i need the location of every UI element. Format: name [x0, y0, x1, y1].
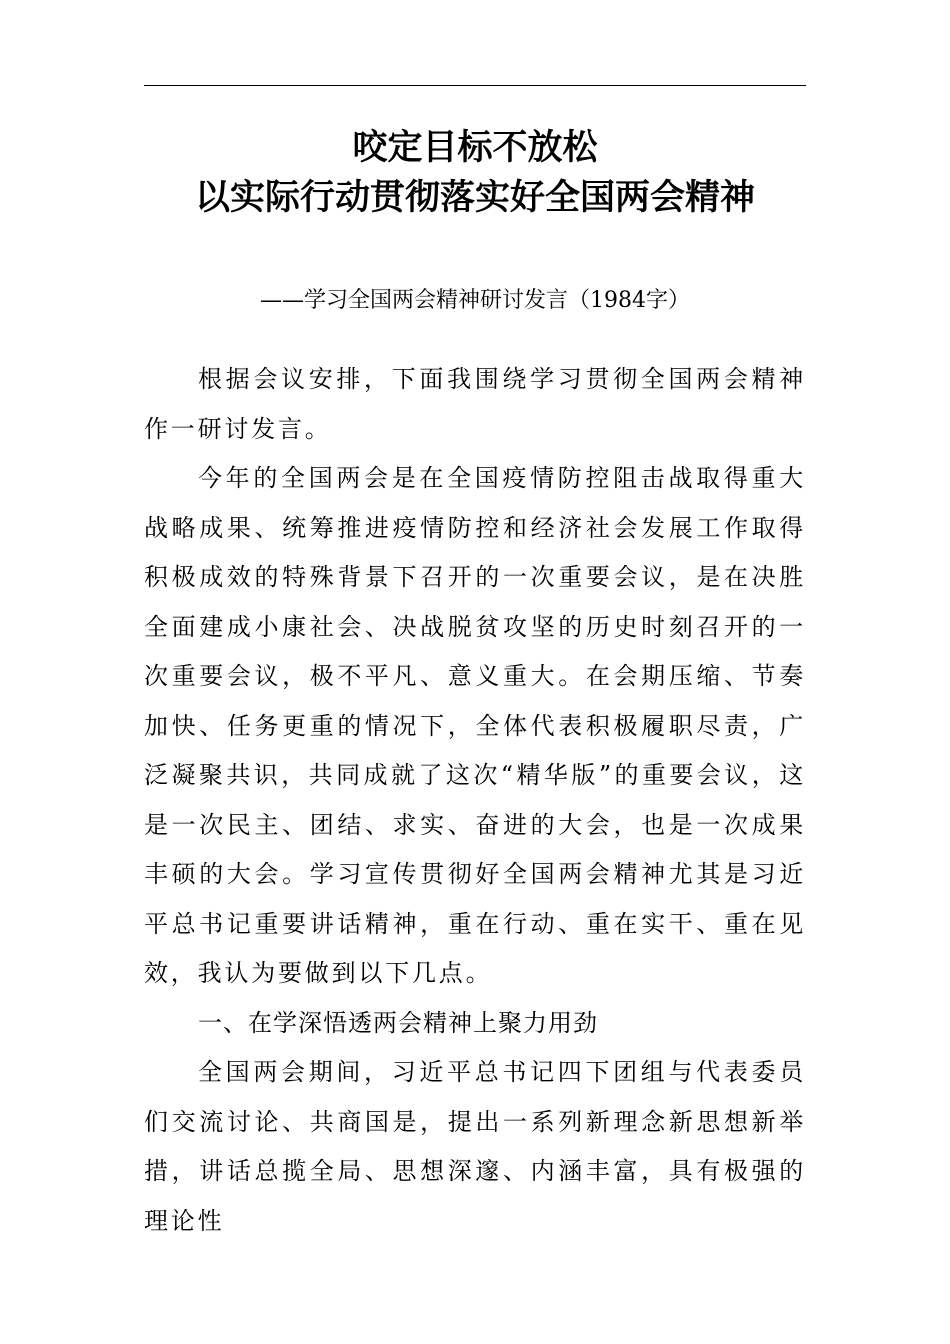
- subtitle: ——学习全国两会精神研讨发言（1984字）: [260, 288, 690, 313]
- body-text: [144, 355, 806, 1246]
- section-heading: 一、在学深悟透两会精神上聚力用劲: [198, 1008, 598, 1037]
- intro-paragraph: 根据会议安排，下面我围绕学习贯彻全国两会精神作一研讨发言。: [144, 365, 806, 443]
- background-paragraph: 今年的全国两会是在全国疫情防控阻击战取得重大战略成果、统筹推进疫情防控和经济社会发展工作取得积极成效的特殊背景下召开的一次重要会议，是在决胜全面建成小康社会、决战脱贫攻坚的历史时刻召开的一次重要会议，极不平凡、意义重大。在会期压缩、节奏加快、任务更重的情况下，全体代表积极履职尽责，广泛凝聚共识，共同成就了这次“精华版”的重要会议，这是一次民主、团结、求实、奋进的大会，也是一次成果丰硕的大会。学习宣传贯彻好全国两会精神尤其是习近平总书记重要讲话精神，重在行动、重在实干、重在见效，我认为要做到以下几点。: [144, 464, 806, 987]
- title-line-2: 以实际行动贯彻落实好全国两会精神: [194, 178, 755, 218]
- section-paragraph: 全国两会期间，习近平总书记四下团组与代表委员们交流讨论、共商国是，提出一系列新理念新思想新举措，讲话总揽全局、思想深邃、内涵丰富，具有极强的理论性: [144, 1058, 806, 1235]
- title-line-1: 咬定目标不放松: [352, 128, 598, 168]
- top-rule: [144, 85, 806, 86]
